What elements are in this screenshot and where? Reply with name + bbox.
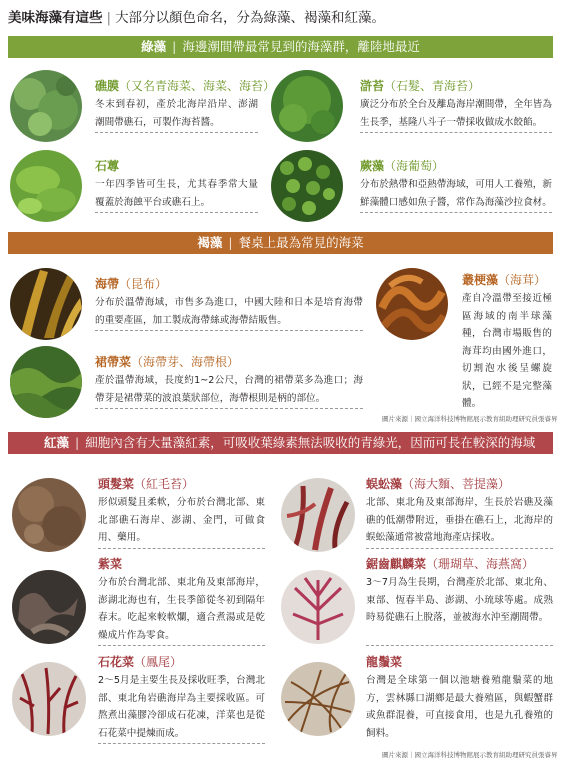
haidai-description: 分布於溫帶海域，市售多為進口，中國大陸和日本是培育海帶的重要產區，加工製成海帶絲或海帶結販售。 xyxy=(95,297,363,326)
title-separator: | xyxy=(106,10,112,26)
image-credit: 圖片來源｜國立海洋科技博物館展示教育組助理研究員張睿昇 xyxy=(382,415,558,423)
juanzao-description: 分布於熱帶和亞熱帶海域，可用人工養殖，新鮮藻體口感如魚子醬，常作為海藻沙拉食材。 xyxy=(360,179,552,208)
longxu-description: 台灣是全球第一個以池塘養殖龍鬚菜的地方，雲林縣口湖鄉是最大養殖區，與蝦蟹群或魚群混養，可直接食用，也是九孔養殖的飼料。 xyxy=(366,675,553,739)
section-header-green-algae xyxy=(8,36,553,58)
section-tagline: 細胞內含有大量藻紅素，可吸收葉綠素無法吸收的青綠光，因而可長在較深的海域 xyxy=(85,435,536,450)
hutai-photo xyxy=(271,70,343,142)
section-separator: | xyxy=(228,235,233,250)
shihua-photo xyxy=(12,662,86,736)
congeng-photo xyxy=(376,268,448,340)
divider xyxy=(366,548,553,549)
juanzao-photo xyxy=(271,150,343,222)
toufa-name: 頭髮菜（紅毛苔） xyxy=(98,477,195,491)
wugong-description: 北部、東北角及東部海岸，生長於岩礁及藻礁的低潮帶附近，垂掛在礁石上，北海岸的蜈蚣藻通常被當地海產店採收。 xyxy=(366,497,553,543)
hutai-description: 廣泛分布於全台及離島海岸潮間帶，全年皆為生長季，基隆八斗子一帶採收做成水餃餡。 xyxy=(360,99,552,128)
divider xyxy=(95,330,363,331)
title-subtitle: 大部分以顏色命名，分為綠藻、褐藻和紅藻。 xyxy=(115,10,386,26)
section-separator: | xyxy=(75,435,80,450)
divider xyxy=(360,212,552,213)
page-title xyxy=(8,6,553,30)
congeng-description: 產自冷溫帶至接近極區海域的南半球藻種，台灣市場販售的海茸均由國外進口，切割泡水後呈螺旋狀，已經不是完整藻體。 xyxy=(462,293,552,409)
longxu-photo xyxy=(281,662,355,736)
divider xyxy=(98,548,265,549)
zicai-name: 紫菜 xyxy=(98,557,123,571)
longxu-name: 龍鬚菜 xyxy=(366,655,403,669)
ciprimo-name: 礁膜（又名青海菜、海菜、海苔） xyxy=(95,79,276,93)
section-header-brown-algae xyxy=(8,232,553,254)
divider xyxy=(95,408,363,409)
congeng-name: 叢梗藻（海茸） xyxy=(462,273,547,287)
divider xyxy=(360,132,552,133)
zicai-description: 分布於台灣北部、東北角及東部海岸，澎湖北海也有，生長季節從冬初到隔年春末。吃起來較軟爛，適合煮湯或是乾燥成片作為零食。 xyxy=(98,577,265,641)
divider xyxy=(98,743,265,744)
section-name: 綠藻 xyxy=(141,39,167,54)
divider xyxy=(366,645,553,646)
image-credit: 圖片來源｜國立海洋科技博物館展示教育組助理研究員張睿昇 xyxy=(382,751,558,759)
divider xyxy=(98,645,265,646)
toufa-photo xyxy=(12,478,86,552)
haidai-name: 海帶（昆布） xyxy=(95,277,168,291)
qundai-photo xyxy=(10,346,82,418)
ciprimo-photo xyxy=(10,70,82,142)
juchi-name: 鋸齒麒麟菜（珊瑚草、海燕窩） xyxy=(366,557,535,571)
hutai-name: 滸苔（石髮、青海苔） xyxy=(360,79,481,93)
section-name: 紅藻 xyxy=(44,435,70,450)
wugong-photo xyxy=(281,478,355,552)
ciprimo-description: 冬末到春初，產於北海岸沿岸、澎湖潮間帶礁石，可製作海苔醬。 xyxy=(95,99,258,128)
divider xyxy=(95,212,258,213)
haidai-photo xyxy=(10,268,82,340)
shichun-photo xyxy=(10,150,82,222)
juchi-photo xyxy=(281,570,355,644)
shihua-name: 石花菜（鳳尾） xyxy=(98,655,183,669)
shihua-description: 2～5月是主要生長及採收旺季，台灣北部、東北角岩礁海岸為主要採收區。可熬煮出藻膠冷卻成石花凍，洋菜也是從石花菜中提煉而成。 xyxy=(98,675,265,739)
juanzao-name: 蕨藻（海葡萄） xyxy=(360,159,445,173)
divider xyxy=(95,132,258,133)
section-header-red-algae xyxy=(8,432,553,454)
qundai-name: 裙帶菜（海帶芽、海帶根） xyxy=(95,355,240,369)
zicai-photo xyxy=(12,570,86,644)
qundai-description: 產於溫帶海域，長度約1~2公尺，台灣的裙帶菜多為進口；海帶芽是裙帶菜的波浪葉狀部位，海帶根則是柄的部位。 xyxy=(95,375,363,404)
section-tagline: 海邊潮間帶最常見到的海藻群，離陸地最近 xyxy=(182,39,420,54)
toufa-description: 形似頭髮且柔軟，分布於台灣北部、東北部礁石海岸、澎湖、金門，可做食用、藥用。 xyxy=(98,497,265,543)
shichun-name: 石蓴 xyxy=(95,159,120,173)
section-name: 褐藻 xyxy=(197,235,223,250)
shichun-description: 一年四季皆可生長，尤其春季常大量覆蓋於海蝕平台或礁石上。 xyxy=(95,179,258,208)
title-main: 美味海藻有這些 xyxy=(8,10,103,26)
section-tagline: 餐桌上最為常見的海菜 xyxy=(238,235,364,250)
juchi-description: 3～7月為生長期，台灣產於北部、東北角、東部、恆春半島、澎湖、小琉球等處。成熟時易從礁石上脫落，並被海水沖至潮間帶。 xyxy=(366,577,553,623)
wugong-name: 蜈蚣藻（海大麵、菩提藻） xyxy=(366,477,511,491)
section-separator: | xyxy=(172,39,177,54)
